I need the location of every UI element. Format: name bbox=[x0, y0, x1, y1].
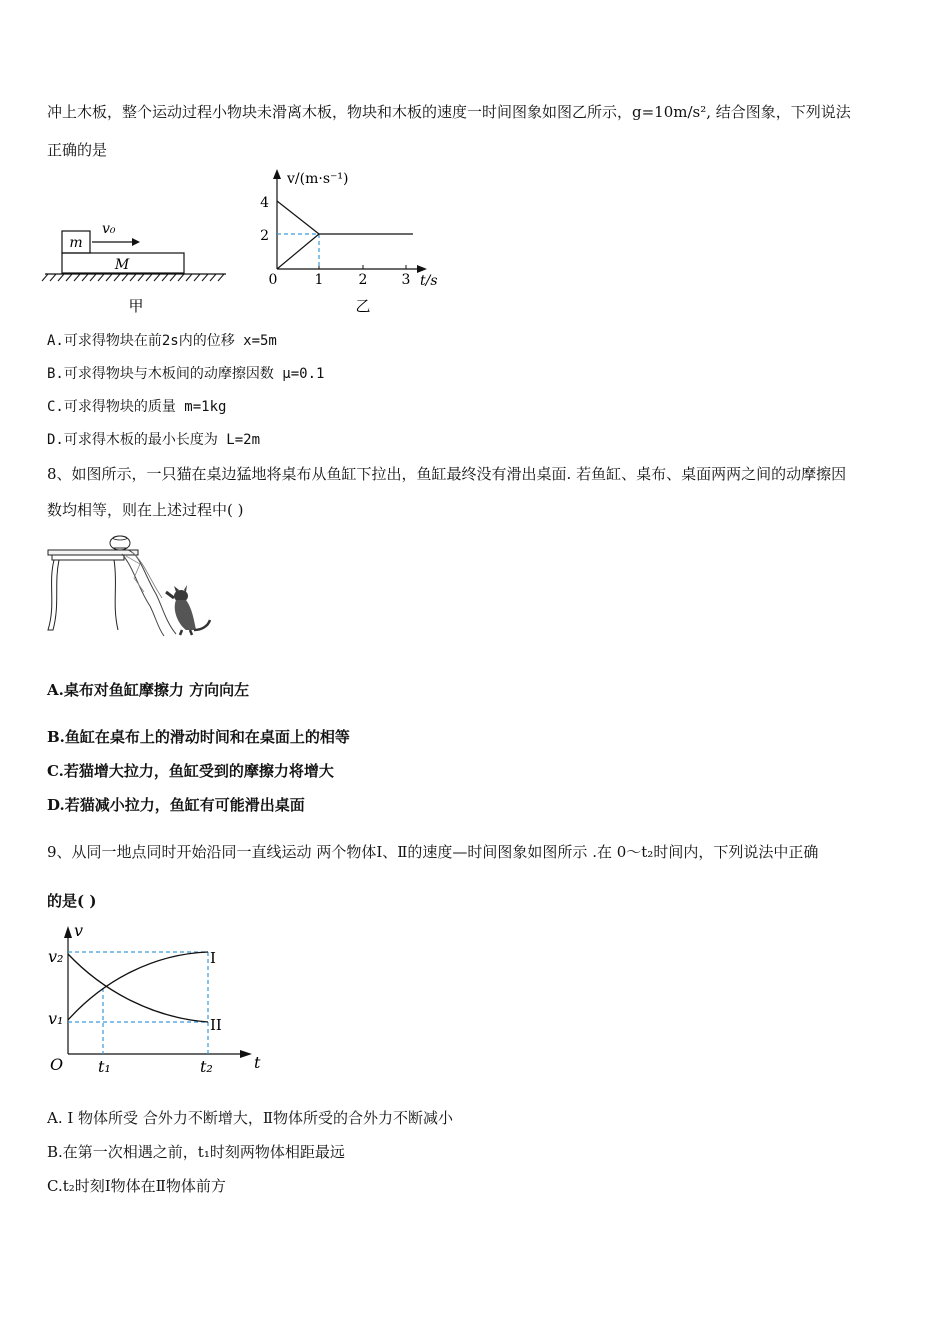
q7-xlabel: t/s bbox=[420, 273, 438, 289]
q9-curve-label-2: II bbox=[210, 1016, 222, 1034]
q9-option-a: A. Ⅰ 物体所受 合外力不断增大，Ⅱ物体所受的合外力不断减小 bbox=[47, 1109, 454, 1127]
q9-stem-line1: 9、从同一地点同时开始沿同一直线运动 两个物体Ⅰ、Ⅱ的速度—时间图象如图所示 .在 0～t₂时间内，下列说法中正确 bbox=[47, 843, 819, 861]
q7-ytick-2: 2 bbox=[260, 228, 269, 244]
q7-caption-jia: 甲 bbox=[128, 297, 144, 315]
q7-figure-jia bbox=[40, 215, 240, 320]
q9-label-v1: v₁ bbox=[48, 1009, 64, 1028]
q9-xlabel: t bbox=[254, 1053, 261, 1072]
q7-xtick-2: 2 bbox=[358, 272, 368, 288]
q7-caption-yi: 乙 bbox=[355, 297, 371, 315]
q7-ylabel: v/(m·s⁻¹) bbox=[287, 171, 349, 187]
q7-xtick-3: 3 bbox=[401, 272, 411, 288]
q8-option-a: A.桌布对鱼缸摩擦力 方向向左 bbox=[47, 681, 250, 699]
q8-option-b: B.鱼缸在桌布上的滑动时间和在桌面上的相等 bbox=[47, 728, 350, 746]
q8-stem-line2: 数均相等，则在上述过程中( ) bbox=[47, 501, 244, 519]
q8-option-c: C.若猫增大拉力，鱼缸受到的摩擦力将增大 bbox=[47, 762, 334, 780]
q7-label-v0: v₀ bbox=[102, 221, 116, 237]
q7-option-b: B.可求得物块与木板间的动摩擦因数 μ=0.1 bbox=[47, 366, 325, 382]
q9-option-b: B.在第一次相遇之前，t₁时刻两物体相距最远 bbox=[47, 1143, 345, 1161]
q9-ylabel: v bbox=[74, 921, 84, 940]
q7-ytick-4: 4 bbox=[260, 195, 269, 211]
q9-curve-label-1: I bbox=[210, 949, 216, 967]
q9-stem-line2: 的是( ) bbox=[47, 892, 97, 910]
q7-label-m: m bbox=[69, 235, 83, 251]
q7-xtick-1: 1 bbox=[314, 272, 324, 288]
q7-stem-line2: 正确的是 bbox=[47, 141, 108, 159]
q9-vt-graph bbox=[44, 922, 274, 1082]
q9-label-v2: v₂ bbox=[48, 947, 64, 966]
q7-stem-line1: 冲上木板，整个运动过程小物块未滑离木板，物块和木板的速度一时间图象如图乙所示，g=10m/s², 结合图象，下列说法 bbox=[47, 103, 851, 121]
q8-cat-table-illustration bbox=[44, 534, 214, 640]
q9-label-t2: t₂ bbox=[200, 1057, 213, 1076]
q7-option-a: A.可求得物块在前2s内的位移 x=5m bbox=[47, 333, 277, 349]
q9-label-t1: t₁ bbox=[98, 1057, 111, 1076]
q7-option-c: C.可求得物块的质量 m=1kg bbox=[47, 399, 227, 415]
q9-option-c: C.t₂时刻Ⅰ物体在Ⅱ物体前方 bbox=[47, 1177, 226, 1195]
q7-option-d: D.可求得木板的最小长度为 L=2m bbox=[47, 432, 261, 448]
q8-option-d: D.若猫减小拉力，鱼缸有可能滑出桌面 bbox=[47, 796, 305, 814]
q7-xtick-0: 0 bbox=[268, 272, 278, 288]
q9-origin: O bbox=[50, 1055, 64, 1074]
q8-stem-line1: 8、如图所示，一只猫在桌边猛地将桌布从鱼缸下拉出，鱼缸最终没有滑出桌面. 若鱼缸、桌布、桌面两两之间的动摩擦因 bbox=[47, 465, 847, 483]
q7-label-M: M bbox=[114, 257, 130, 273]
q7-figure-yi bbox=[255, 165, 455, 320]
